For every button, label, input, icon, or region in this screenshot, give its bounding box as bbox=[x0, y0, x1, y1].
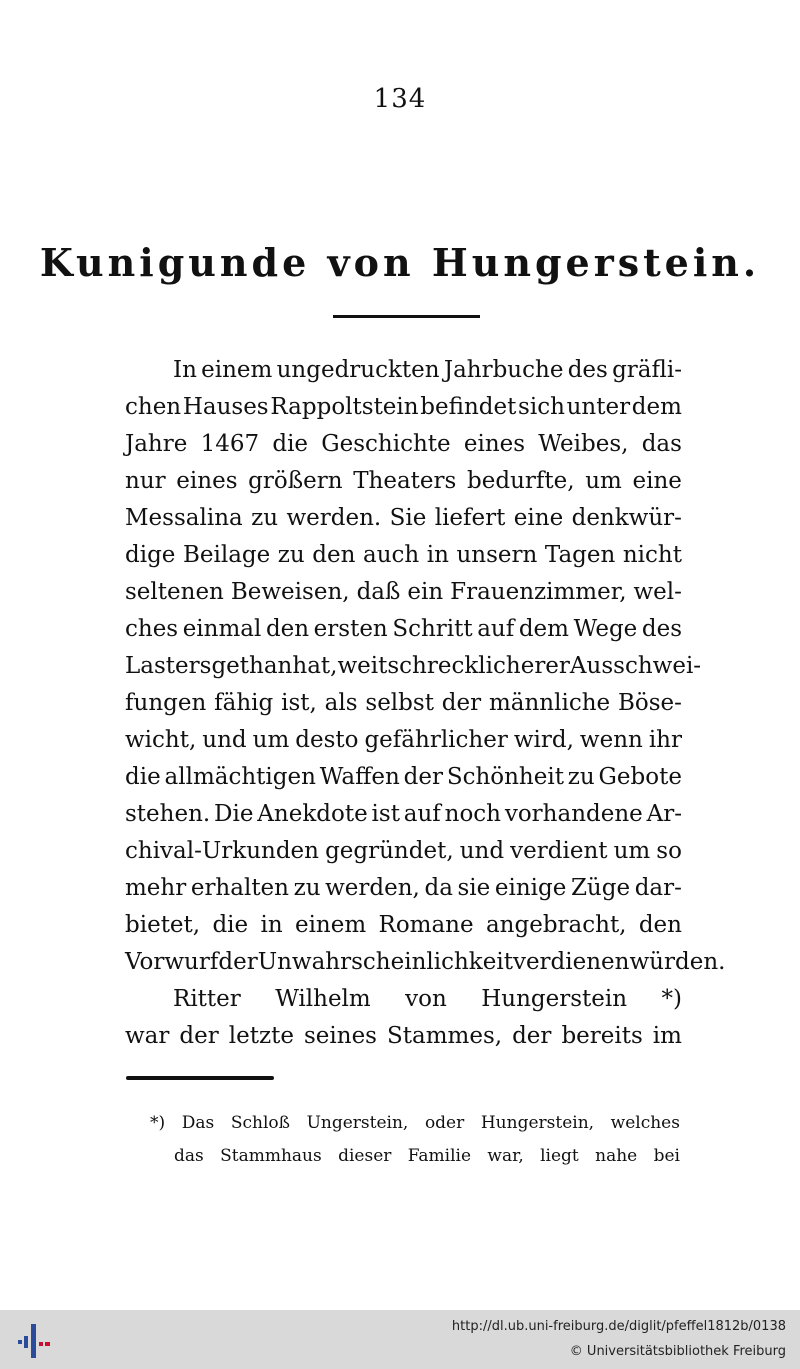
source-url[interactable]: http://dl.ub.uni-freiburg.de/diglit/pfeffel1812b/0138 bbox=[451, 1319, 786, 1334]
text-line bbox=[125, 907, 682, 944]
word: chen bbox=[125, 394, 182, 420]
word: mehr bbox=[125, 875, 187, 901]
word: werden. bbox=[286, 505, 382, 531]
word: in bbox=[426, 542, 449, 568]
word: gegründet, bbox=[325, 838, 454, 864]
word: Weibes, bbox=[538, 431, 629, 457]
word: erhalten bbox=[190, 875, 289, 901]
word: fungen bbox=[125, 690, 207, 716]
word: Wege bbox=[573, 616, 638, 642]
text-line bbox=[150, 1140, 680, 1173]
word: im bbox=[652, 1023, 682, 1049]
word: größern bbox=[248, 468, 343, 494]
word: Hauses bbox=[182, 394, 269, 420]
word: auf bbox=[403, 801, 441, 827]
word: Ungerstein, bbox=[306, 1113, 409, 1133]
word: nur bbox=[125, 468, 166, 494]
word: eine bbox=[632, 468, 682, 494]
word: wenn bbox=[579, 727, 643, 753]
word: ist bbox=[371, 801, 400, 827]
word: werden, bbox=[325, 875, 420, 901]
word: eines bbox=[176, 468, 238, 494]
word: zu bbox=[567, 764, 595, 790]
word: ches bbox=[125, 616, 179, 642]
text-line bbox=[125, 537, 682, 574]
footer-bar bbox=[0, 1310, 800, 1369]
word: welches bbox=[610, 1113, 680, 1133]
word: um bbox=[252, 727, 290, 753]
title-divider bbox=[333, 315, 480, 318]
text-line bbox=[125, 611, 682, 648]
word: in bbox=[260, 912, 283, 938]
word: der bbox=[441, 690, 482, 716]
word: zu bbox=[277, 542, 305, 568]
word: selbst bbox=[365, 690, 434, 716]
word: gethan bbox=[211, 653, 293, 679]
word: war bbox=[125, 1023, 170, 1049]
word: und bbox=[459, 838, 505, 864]
text-line bbox=[125, 352, 682, 389]
word: war, bbox=[487, 1146, 524, 1166]
word: noch bbox=[444, 801, 501, 827]
word: dige bbox=[125, 542, 176, 568]
word: schrecklicherer bbox=[387, 653, 570, 679]
footnote-divider bbox=[126, 1076, 274, 1080]
word: des bbox=[567, 357, 608, 383]
word: vorhandene bbox=[504, 801, 643, 827]
word: dem bbox=[518, 616, 569, 642]
word: den bbox=[265, 616, 310, 642]
word: Vorwurf bbox=[125, 949, 219, 975]
word: allmächtigen bbox=[164, 764, 316, 790]
word: nahe bbox=[595, 1146, 638, 1166]
word: Wilhelm bbox=[275, 986, 371, 1012]
word: so bbox=[656, 838, 682, 864]
word: Unwahrscheinlichkeit bbox=[257, 949, 513, 975]
word: dem bbox=[631, 394, 682, 420]
word: der bbox=[512, 1023, 552, 1049]
word: denkwür- bbox=[571, 505, 682, 531]
word: der bbox=[179, 1023, 219, 1049]
word: das bbox=[174, 1146, 204, 1166]
body-text bbox=[125, 352, 726, 1055]
text-line bbox=[125, 648, 702, 685]
word: als bbox=[324, 690, 358, 716]
word: da bbox=[424, 875, 453, 901]
word: sich bbox=[518, 394, 565, 420]
word: weit bbox=[337, 653, 388, 679]
word: Hungerstein bbox=[481, 986, 628, 1012]
text-line bbox=[125, 426, 682, 463]
word: verdienen bbox=[512, 949, 630, 975]
word: dar- bbox=[634, 875, 682, 901]
word: der bbox=[403, 764, 443, 790]
word: Geschichte bbox=[321, 431, 451, 457]
word: zu bbox=[251, 505, 279, 531]
word: wird, bbox=[513, 727, 574, 753]
word: Rappoltstein bbox=[270, 394, 419, 420]
word: Ar- bbox=[646, 801, 682, 827]
word: dieser bbox=[338, 1146, 392, 1166]
word: Beweisen, bbox=[230, 579, 350, 605]
word: ihr bbox=[648, 727, 682, 753]
word: einmal bbox=[182, 616, 262, 642]
word: wicht, bbox=[125, 727, 197, 753]
word: Frauenzimmer, bbox=[450, 579, 627, 605]
text-line bbox=[125, 722, 682, 759]
word: Jahre bbox=[125, 431, 188, 457]
word: Jahrbuche bbox=[443, 357, 564, 383]
word: 1467 bbox=[200, 431, 260, 457]
word: chival-Urkunden bbox=[125, 838, 319, 864]
word: einem bbox=[201, 357, 273, 383]
word: das bbox=[641, 431, 682, 457]
copyright-notice: © Universitätsbibliothek Freiburg bbox=[569, 1344, 786, 1359]
word: Beilage bbox=[182, 542, 271, 568]
word: Anekdote bbox=[257, 801, 368, 827]
word: wel- bbox=[633, 579, 682, 605]
word: der bbox=[218, 949, 258, 975]
text-line bbox=[125, 796, 682, 833]
text-line bbox=[125, 870, 682, 907]
word: In bbox=[173, 357, 197, 383]
word: verdient bbox=[510, 838, 608, 864]
word: auf bbox=[477, 616, 515, 642]
text-line bbox=[125, 759, 682, 796]
word: befindet bbox=[420, 394, 517, 420]
word: bei bbox=[653, 1146, 680, 1166]
word: und bbox=[202, 727, 247, 753]
word: Lasters bbox=[125, 653, 212, 679]
word: ist, bbox=[281, 690, 317, 716]
word: seines bbox=[303, 1023, 377, 1049]
word: einige bbox=[494, 875, 567, 901]
text-line bbox=[125, 574, 682, 611]
word: zu bbox=[293, 875, 321, 901]
word: Waffen bbox=[319, 764, 400, 790]
word: Das bbox=[181, 1113, 215, 1133]
text-line bbox=[125, 500, 682, 537]
word: einem bbox=[294, 912, 367, 938]
word: Züge bbox=[570, 875, 631, 901]
word: von bbox=[405, 986, 447, 1012]
text-line bbox=[125, 981, 682, 1018]
footnote bbox=[150, 1107, 680, 1173]
word: um bbox=[613, 838, 651, 864]
word: Schritt bbox=[392, 616, 473, 642]
word: liefert bbox=[434, 505, 506, 531]
word: den bbox=[638, 912, 682, 938]
text-line bbox=[125, 463, 682, 500]
word: Messalina bbox=[125, 505, 243, 531]
text-line bbox=[150, 1107, 680, 1140]
word: Familie bbox=[407, 1146, 472, 1166]
ub-freiburg-logo-icon bbox=[14, 1320, 54, 1360]
word: Ritter bbox=[173, 986, 241, 1012]
word: die bbox=[212, 912, 249, 938]
word: nicht bbox=[622, 542, 682, 568]
word: gefährlicher bbox=[364, 727, 508, 753]
word: die bbox=[272, 431, 309, 457]
word: sie bbox=[457, 875, 491, 901]
word: gräfli- bbox=[612, 357, 682, 383]
word: bietet, bbox=[125, 912, 201, 938]
word: Gebote bbox=[598, 764, 682, 790]
word: Romane bbox=[378, 912, 474, 938]
word: die bbox=[125, 764, 161, 790]
word: bereits bbox=[561, 1023, 643, 1049]
word: Die bbox=[214, 801, 254, 827]
word: Hungerstein, bbox=[480, 1113, 595, 1133]
word: Stammes, bbox=[387, 1023, 503, 1049]
word: eines bbox=[463, 431, 526, 457]
text-line bbox=[125, 389, 682, 426]
word: fähig bbox=[214, 690, 274, 716]
word: ein bbox=[407, 579, 444, 605]
word: desto bbox=[295, 727, 359, 753]
word: Sie bbox=[389, 505, 427, 531]
text-line bbox=[125, 685, 682, 722]
word: den bbox=[312, 542, 356, 568]
word: daß bbox=[356, 579, 401, 605]
word: ersten bbox=[313, 616, 388, 642]
text-line bbox=[125, 1018, 682, 1055]
word: letzte bbox=[228, 1023, 294, 1049]
word: *) bbox=[150, 1113, 166, 1133]
word: *) bbox=[661, 986, 682, 1012]
word: Theaters bbox=[353, 468, 457, 494]
word: angebracht, bbox=[485, 912, 627, 938]
word: Ausschwei- bbox=[569, 653, 702, 679]
word: um bbox=[585, 468, 622, 494]
word: bedurfte, bbox=[467, 468, 575, 494]
word: auch bbox=[362, 542, 420, 568]
word: Tagen bbox=[544, 542, 616, 568]
word: ungedruckten bbox=[276, 357, 440, 383]
word: würden. bbox=[629, 949, 726, 975]
word: unter bbox=[566, 394, 631, 420]
page-number: 134 bbox=[373, 84, 427, 114]
word: des bbox=[641, 616, 682, 642]
word: hat, bbox=[292, 653, 338, 679]
word: Schönheit bbox=[446, 764, 564, 790]
word: Schloß bbox=[230, 1113, 290, 1133]
chapter-title: Kunigunde von Hungerstein. bbox=[39, 240, 761, 285]
word: männliche bbox=[488, 690, 611, 716]
word: eine bbox=[513, 505, 564, 531]
text-line bbox=[125, 944, 726, 981]
word: oder bbox=[424, 1113, 465, 1133]
word: Stammhaus bbox=[220, 1146, 322, 1166]
word: liegt bbox=[540, 1146, 579, 1166]
word: seltenen bbox=[125, 579, 224, 605]
word: Böse- bbox=[617, 690, 682, 716]
word: stehen. bbox=[125, 801, 211, 827]
word: unsern bbox=[456, 542, 538, 568]
text-line bbox=[125, 833, 682, 870]
